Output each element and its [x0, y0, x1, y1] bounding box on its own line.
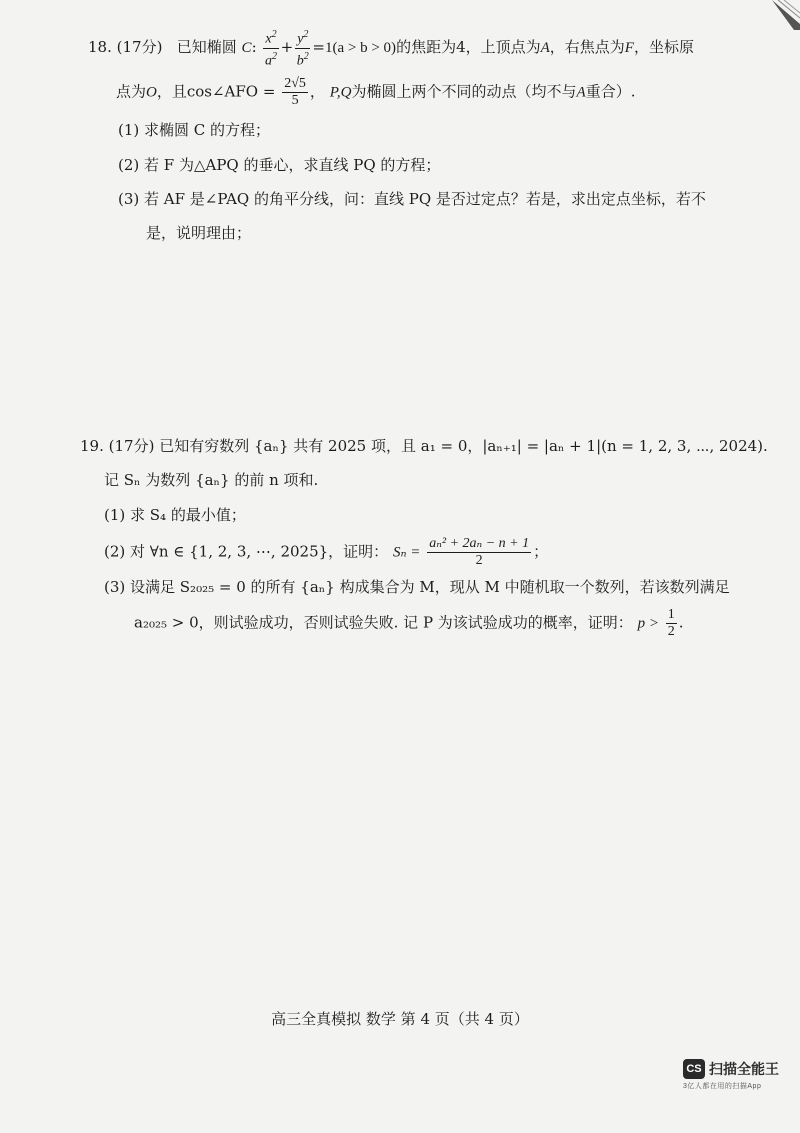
q19-sn-frac — [427, 536, 531, 569]
q18-text8: 为椭圆上两个不同的动点（均不与 — [351, 82, 577, 101]
q18-cos-frac: $\frac{2√5}{5}$ — [284, 76, 306, 108]
q19-score: (17分) — [108, 437, 155, 455]
q19-part3-end: . — [678, 613, 684, 632]
q19-p-ineq: p > — [637, 615, 659, 632]
page-corner-fold — [764, 0, 800, 30]
q18-text2: 的焦距为4，上顶点为 — [396, 38, 541, 57]
q19-statement: 已知有穷数列 {aₙ} 共有 2025 项，且 a₁ = 0，|aₙ₊₁| = |aₙ + 1|(n = 1, 2, 3, ⋯, 2024). — [159, 437, 768, 455]
q19-sn-denominator: 2 — [475, 553, 483, 568]
q18-point-a: A — [540, 40, 550, 57]
q19-part2 — [104, 536, 548, 569]
q18-part1: (1) 求椭圆 C 的方程； — [118, 121, 271, 139]
q18-score: (17分) — [116, 38, 163, 57]
q18-line2 — [116, 76, 635, 109]
q19-part2-intro: (2) 对 ∀n ∈ {1, 2, 3, ⋯, 2025}，证明： — [104, 542, 389, 561]
q19-half-frac — [666, 607, 677, 640]
q19-part1: (1) 求 S₄ 的最小值； — [104, 506, 246, 524]
q19-sn-lhs: Sₙ = — [392, 544, 421, 561]
q18-point-o: O — [146, 84, 157, 101]
q19-line2: 记 Sₙ 为数列 {aₙ} 的前 n 项和. — [104, 471, 319, 489]
page-footer: 高三全真模拟 数学 第 4 页（共 4 页） — [271, 1010, 529, 1028]
q18-text4: ，坐标原 — [633, 38, 694, 57]
q19-half-num: 1 — [667, 607, 675, 622]
q18-cos-label: ，且cos∠AFO = — [156, 82, 276, 101]
q18-text5: 点为 — [116, 82, 147, 101]
q19-sn-numerator: aₙ² + 2aₙ − n + 1 — [429, 536, 530, 551]
q18-frac-x: $\frac{x^2}{a^2}$ — [265, 29, 277, 69]
q18-frac-y: $\frac{y^2}{b^2}$ — [296, 29, 309, 69]
q18-text7: ， — [309, 82, 325, 101]
q19-part3-line1: (3) 设满足 S₂₀₂₅ = 0 的所有 {aₙ} 构成集合为 M，现从 M 中随机取一个数列，若该数列满足 — [104, 578, 730, 596]
scanner-logo — [683, 1059, 793, 1093]
q19-number: 19. — [80, 437, 104, 455]
scanner-tagline: 3亿人都在用的扫描App — [683, 1083, 762, 1090]
q19-half-den: 2 — [667, 624, 675, 639]
scanner-app-name: 扫描全能王 — [709, 1061, 779, 1077]
q18-part2: (2) 若 F 为△APQ 的垂心，求直线 PQ 的方程； — [118, 156, 441, 174]
q18-text9: 重合）. — [585, 82, 636, 101]
q18-point-f: F — [624, 40, 634, 57]
q19-line1 — [80, 436, 768, 456]
q18-intro: 已知椭圆 — [176, 38, 237, 57]
q18-part3-line1: (3) 若 AF 是∠PAQ 的角平分线，问：直线 PQ 是否过定点？若是，求出定点坐标，若不 — [118, 190, 706, 208]
q19-part3-text: a₂₀₂₅ > 0，则试验成功，否则试验失败. 记 P 为该试验成功的概率，证明： — [134, 613, 633, 632]
q19-part3-line2 — [134, 607, 684, 640]
q18-points-pq: P,Q — [329, 84, 352, 101]
q19-part2-end: ； — [533, 542, 549, 561]
q18-curve-name: C — [241, 40, 252, 57]
cs-badge-icon: CS — [683, 1059, 705, 1079]
q18-condition: 1(a > b > 0) — [324, 40, 397, 57]
q18-point-a-2: A — [576, 84, 586, 101]
q18-text3: ，右焦点为 — [549, 38, 625, 57]
q18-number: 18. — [88, 38, 112, 57]
q18-part3-line2: 是，说明理由； — [146, 224, 252, 242]
q18-line1: 18. (17分) 已知椭圆 C: $\frac{x^2}{a^2}$ + $\frac{y^2}{b^2}$ =1(a > b > 0)的焦距为4，上顶点为A，右焦点为F，坐标原 — [88, 29, 694, 69]
